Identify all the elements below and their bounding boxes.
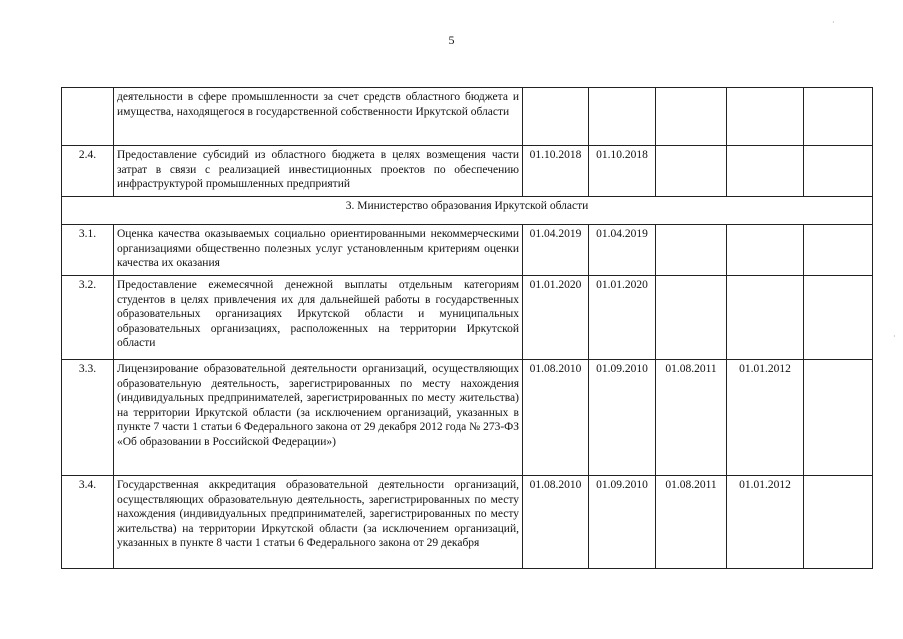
- page-number: 5: [448, 33, 455, 47]
- date-cell: [804, 360, 873, 476]
- row-description: Лицензирование образовательной деятельности организаций, осуществляющих образовательную деятельность, зарегистрированных по месту нахождения (индивидуальных предпринимателей, зарегистрированных по месту жительства) на территории Иркутской области (за исключением организаций, указанных в пункте 7 части 1 статьи 6 Федерального закона от 29 декабря 2012 года № 273-ФЗ «Об образовании в Российской Федерации»): [114, 360, 523, 476]
- date-cell: 01.09.2010: [589, 476, 656, 569]
- date-cell: [804, 225, 873, 276]
- row-number: 3.3.: [62, 360, 114, 476]
- row-number: 2.4.: [62, 146, 114, 197]
- table-row: [62, 476, 873, 569]
- date-cell: [656, 225, 727, 276]
- date-cell: [727, 276, 804, 360]
- date-cell: [804, 476, 873, 569]
- date-cell: [523, 88, 589, 146]
- row-description: Предоставление ежемесячной денежной выплаты отдельным категориям студентов в целях привлечения их для дальнейшей работы в государственных образовательных организациях Иркутской области и муниципальных образовательных организациях, расположенных на территории Иркутской области: [114, 276, 523, 360]
- scan-artifact-mark: ·: [832, 18, 835, 27]
- date-cell: [727, 225, 804, 276]
- table-row: [62, 225, 873, 276]
- row-description: Оценка качества оказываемых социально ориентированными некоммерческими организациями общественно полезных услуг установленным критериям оценки качества их оказания: [114, 225, 523, 276]
- date-cell: [804, 146, 873, 197]
- date-cell: 01.08.2010: [523, 360, 589, 476]
- scan-artifact-mark: ·: [893, 332, 896, 341]
- date-cell: 01.08.2011: [656, 476, 727, 569]
- date-cell: 01.09.2010: [589, 360, 656, 476]
- date-cell: 01.08.2010: [523, 476, 589, 569]
- section-title: 3. Министерство образования Иркутской области: [62, 197, 873, 225]
- table-row: [62, 276, 873, 360]
- date-cell: 01.04.2019: [523, 225, 589, 276]
- date-cell: [727, 146, 804, 197]
- row-number: 3.2.: [62, 276, 114, 360]
- date-cell: 01.01.2020: [523, 276, 589, 360]
- date-cell: 01.01.2012: [727, 360, 804, 476]
- row-number: [62, 88, 114, 146]
- date-cell: [656, 146, 727, 197]
- row-description: Предоставление субсидий из областного бюджета в целях возмещения части затрат в связи с реализацией инвестиционных проектов по обеспечению инфраструктурой промышленных предприятий: [114, 146, 523, 197]
- date-cell: 01.04.2019: [589, 225, 656, 276]
- date-cell: [804, 88, 873, 146]
- regulation-table: [61, 87, 873, 569]
- date-cell: [656, 88, 727, 146]
- date-cell: 01.10.2018: [523, 146, 589, 197]
- row-number: 3.4.: [62, 476, 114, 569]
- date-cell: [727, 88, 804, 146]
- row-description: Государственная аккредитация образовательной деятельности организаций, осуществляющих образовательную деятельность, зарегистрированных по месту нахождения (индивидуальных предпринимателей, зарегистрированных по месту жительства) на территории Иркутской области (за исключением организаций, указанных в пункте 8 части 1 статьи 6 Федерального закона от 29 декабря: [114, 476, 523, 569]
- date-cell: 01.08.2011: [656, 360, 727, 476]
- date-cell: 01.01.2020: [589, 276, 656, 360]
- date-cell: [589, 88, 656, 146]
- row-number: 3.1.: [62, 225, 114, 276]
- table-row: [62, 146, 873, 197]
- row-description: деятельности в сфере промышленности за счет средств областного бюджета и имущества, находящегося в государственной собственности Иркутской области: [114, 88, 523, 146]
- date-cell: 01.01.2012: [727, 476, 804, 569]
- date-cell: [804, 276, 873, 360]
- date-cell: 01.10.2018: [589, 146, 656, 197]
- table-row: [62, 88, 873, 146]
- section-row: [62, 197, 873, 225]
- table-row: [62, 360, 873, 476]
- date-cell: [656, 276, 727, 360]
